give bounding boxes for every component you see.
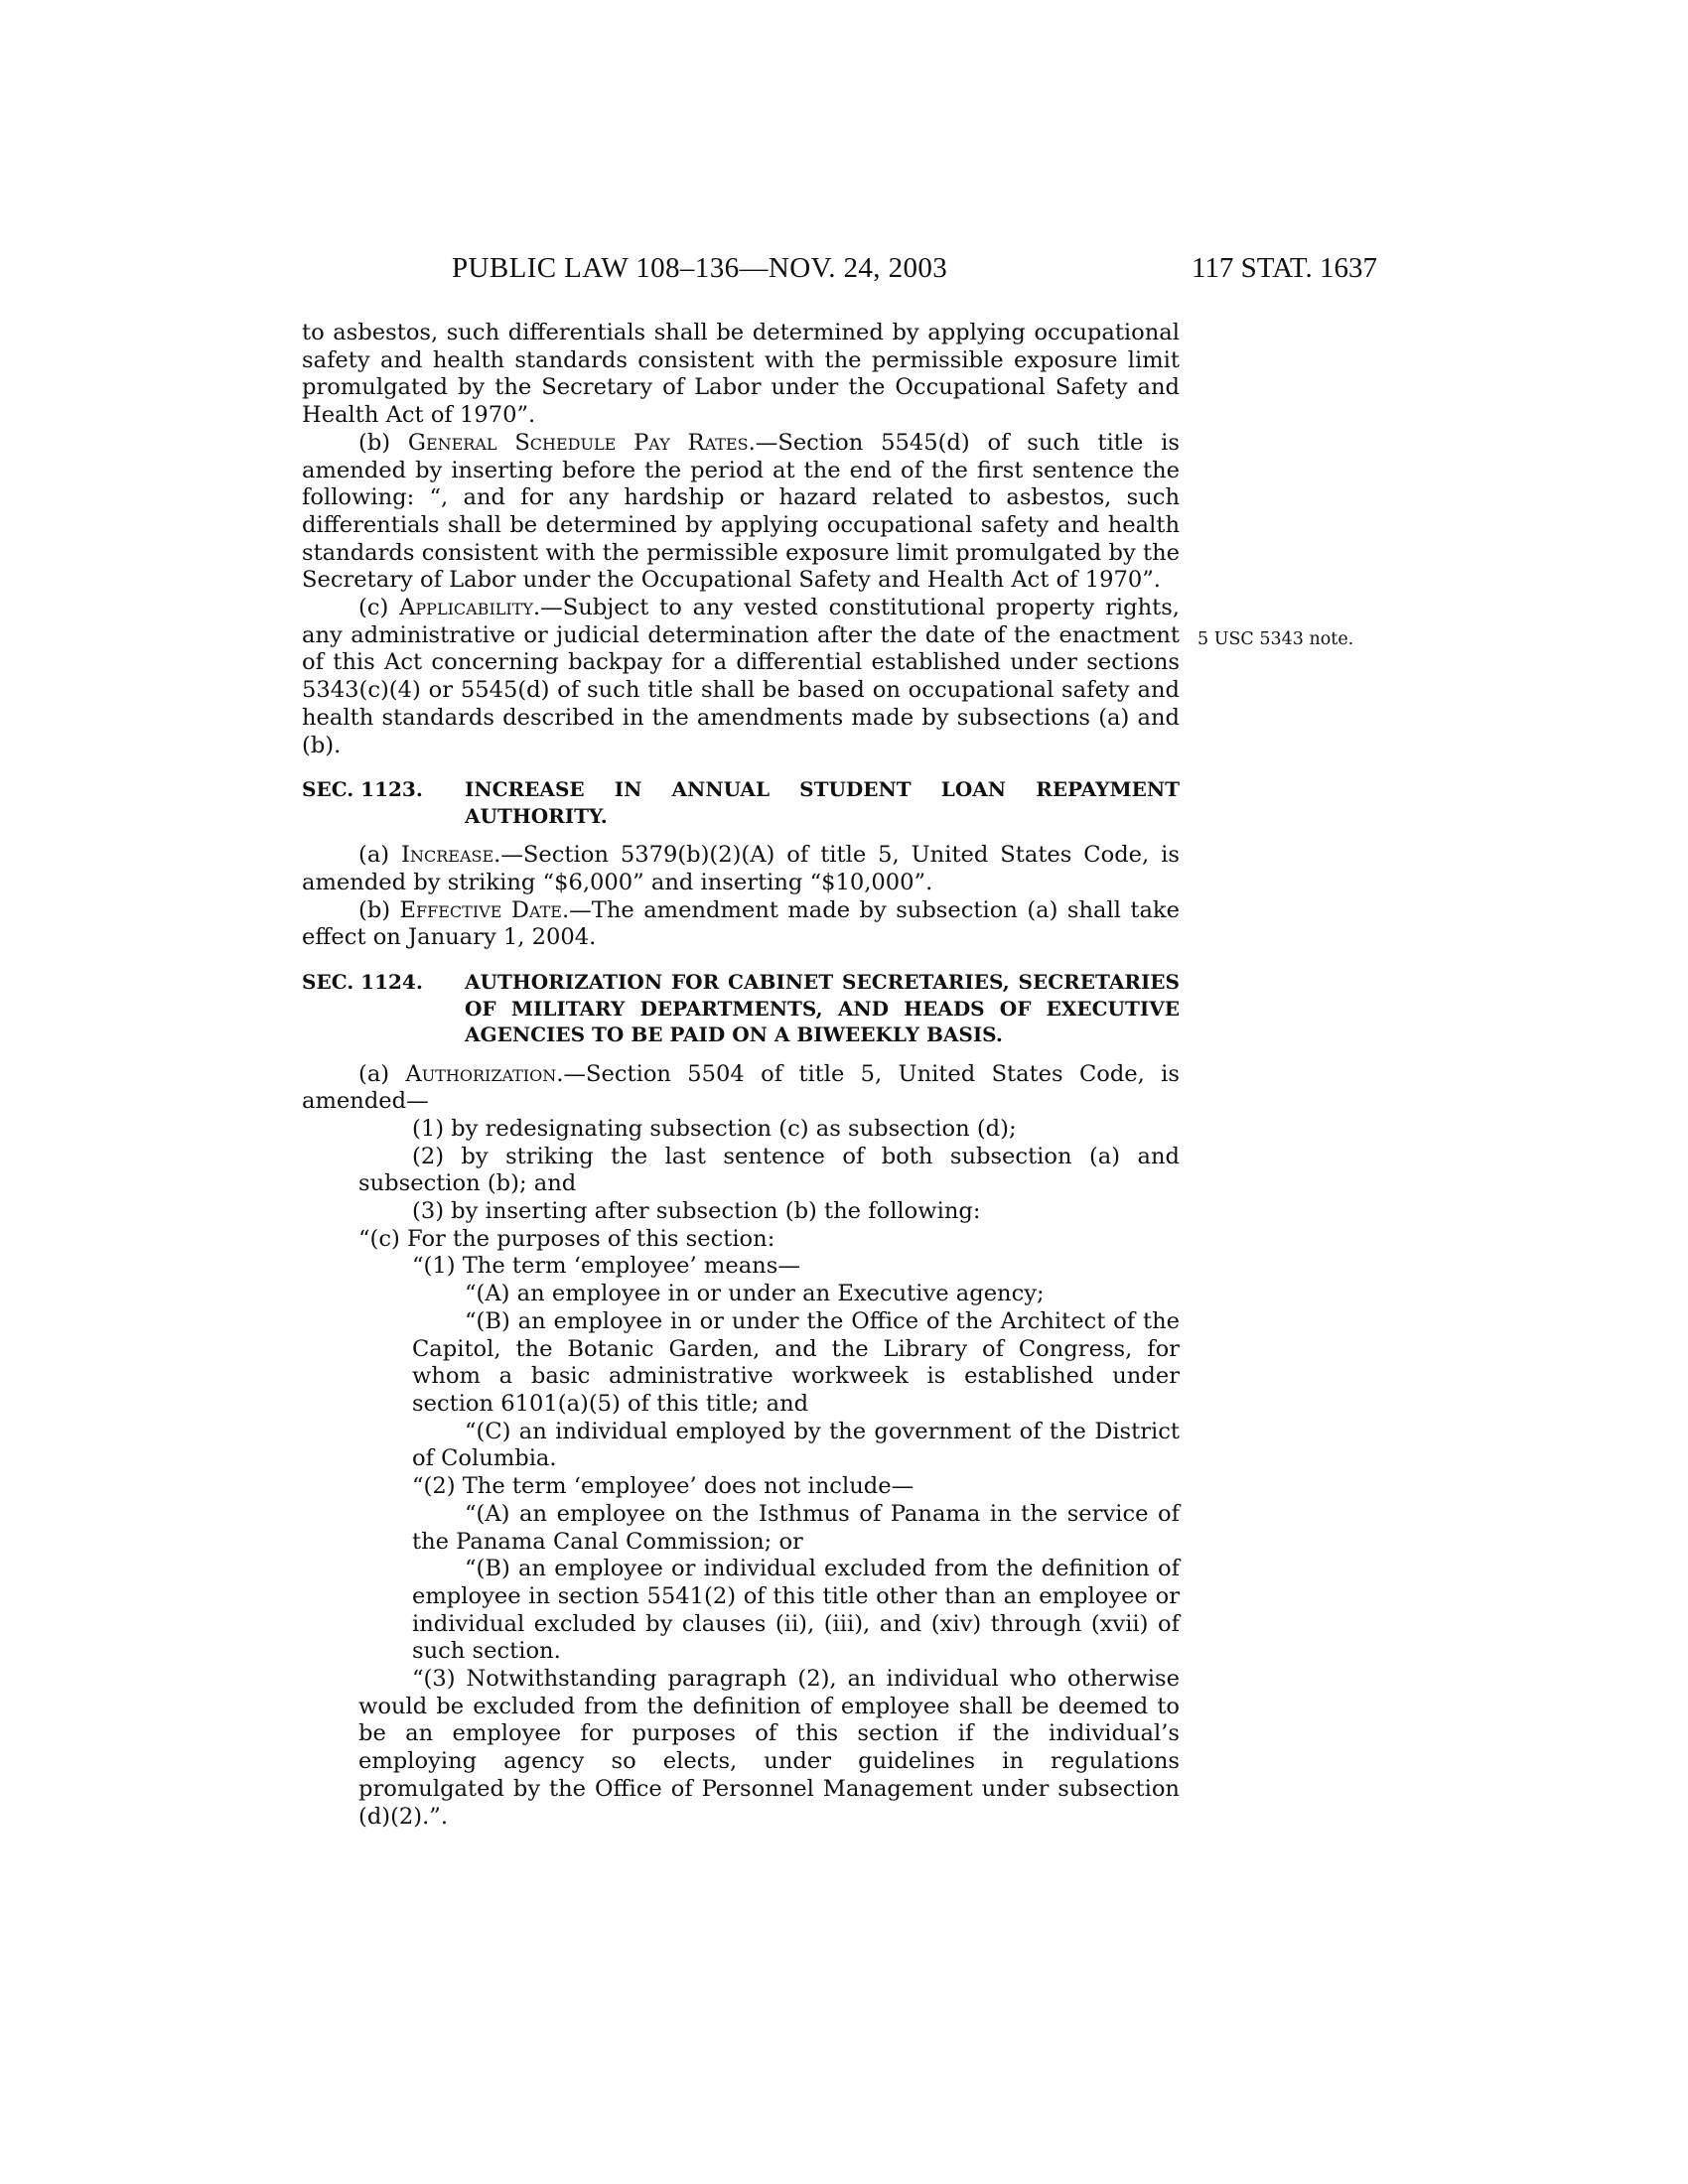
section-1124-title: AUTHORIZATION FOR CABINET SECRETARIES, SECRETARIES OF MILITARY DEPARTMENTS, AND HEADS OF EXECUTIVE AGENCIES TO BE PAID ON A BIWEEKLY BASIS. — [465, 970, 1180, 1047]
list-item: “(B) an employee or individual excluded from the definition of employee in section 5541(2) of this title other than an employee or individual excluded by clauses (ii), (iii), and (xiv) through (xvii) of such section. — [412, 1556, 1180, 1665]
section-1123-heading — [302, 776, 1180, 829]
paragraph-b-pay-rates: (b) General Schedule Pay Rates.—Section 5545(d) of such title is amended by inserting before the period at the end of the first sentence the following: “, and for any hardship or hazard related to asbestos, such differentials shall be determined by applying occupational safety and health standards consistent with the permissible exposure limit promulgated by the Secretary of Labor under the Occupational Safety and Health Act of 1970”. — [302, 429, 1180, 594]
list-item: “(A) an employee on the Isthmus of Panama in the service of the Panama Canal Commission; or — [412, 1500, 1180, 1555]
section-1123-number: SEC. 1123. — [302, 777, 423, 802]
header-title: PUBLIC LAW 108–136—NOV. 24, 2003 — [452, 252, 948, 284]
list-item: “(B) an employee in or under the Office of the Architect of the Capitol, the Botanic Garden, and the Library of Congress, for whom a basic administrative workweek is established under section 6101(a)(5) of this title; and — [412, 1307, 1180, 1417]
section-1123-a: (a) Increase.—Section 5379(b)(2)(A) of title 5, United States Code, is amended by striking “$6,000” and inserting “$10,000”. — [302, 842, 1180, 895]
list-item: “(c) For the purposes of this section: — [358, 1225, 775, 1252]
section-1123-b: (b) Effective Date.—The amendment made by subsection (a) shall take effect on January 1, 2004. — [302, 896, 1180, 951]
section-1124-heading — [302, 969, 1180, 1048]
header-page-number: 117 STAT. 1637 — [1192, 252, 1377, 284]
list-item: (1) by redesignating subsection (c) as subsection (d); — [412, 1115, 1017, 1142]
margin-note: 5 USC 5343 note. — [1197, 629, 1354, 649]
list-item: “(2) The term ‘employee’ does not include— — [412, 1473, 914, 1500]
list-item: (2) by striking the last sentence of both subsection (a) and subsection (b); and — [358, 1143, 1180, 1197]
list-item: “(1) The term ‘employee’ means— — [412, 1253, 800, 1280]
list-item: (3) by inserting after subsection (b) the following: — [412, 1198, 981, 1225]
section-1123-title: INCREASE IN ANNUAL STUDENT LOAN REPAYMENT AUTHORITY. — [465, 777, 1180, 828]
section-1124-number: SEC. 1124. — [302, 970, 423, 995]
paragraph-c-applicability: (c) Applicability.—Subject to any vested constitutional property rights, any administrative or judicial determination after the date of the enactment of this Act concerning backpay for a differential established under sections 5343(c)(4) or 5545(d) of such title shall be based on occupational safety and health standards described in the amendments made by subsections (a) and (b). — [302, 595, 1180, 758]
list-item: “(3) Notwithstanding paragraph (2), an individual who otherwise would be excluded from the definition of employee shall be deemed to be an employee for purposes of this section if the individual’s employing agency so elects, under guidelines in regulations promulgated by the Office of Personnel Management under subsection (d)(2).”. — [358, 1666, 1180, 1830]
document-body — [302, 320, 1180, 1831]
running-header — [452, 252, 1377, 292]
paragraph-continuation: to asbestos, such differentials shall be determined by applying occupational safety and health standards consistent with the permissible exposure limit promulgated by the Secretary of Labor under the Occupational Safety and Health Act of 1970”. — [302, 320, 1180, 429]
section-1124-a: (a) Authorization.—Section 5504 of title 5, United States Code, is amended— — [302, 1060, 1180, 1115]
list-item: “(A) an employee in or under an Executive agency; — [465, 1281, 1045, 1307]
list-item: “(C) an individual employed by the government of the District of Columbia. — [412, 1418, 1180, 1472]
